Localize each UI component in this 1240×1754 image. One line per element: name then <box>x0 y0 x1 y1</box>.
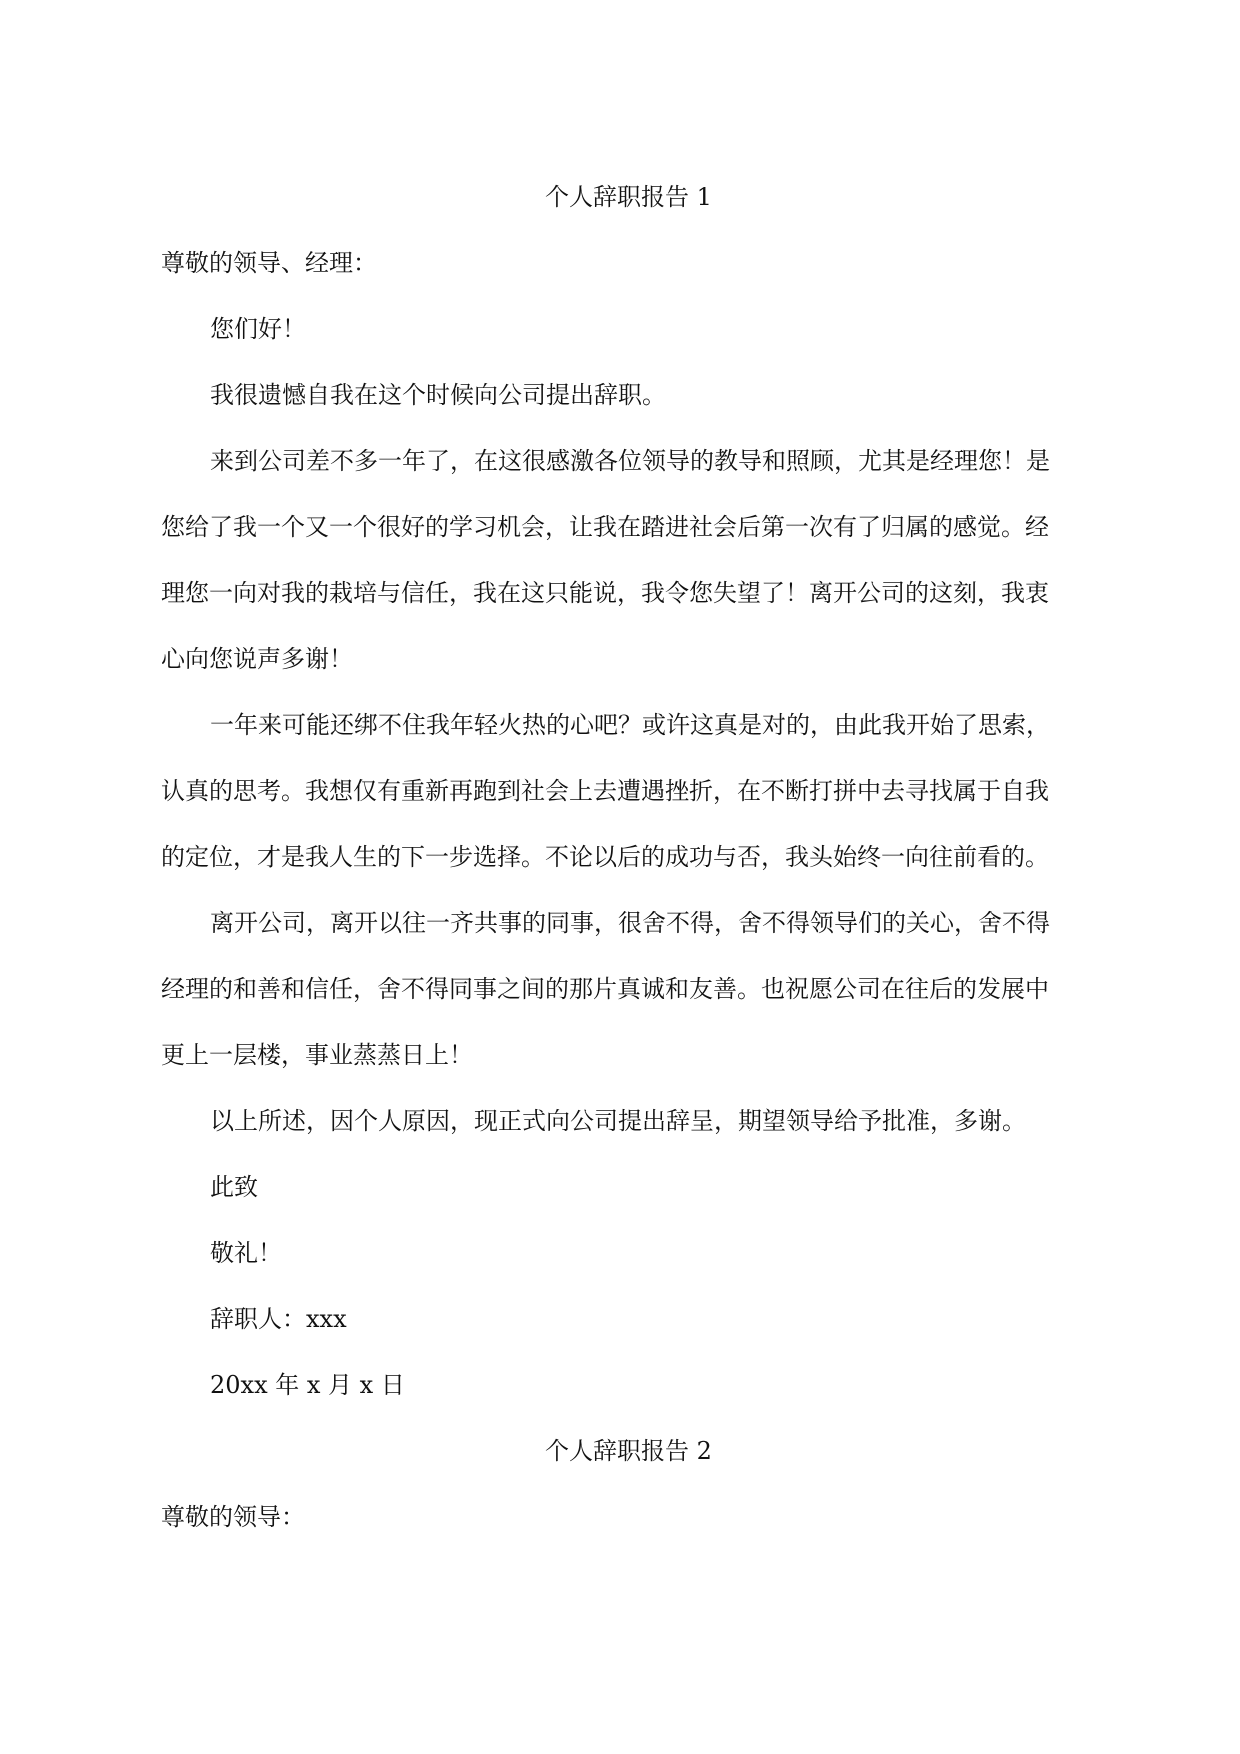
report-1-paragraph-4-line-3: 更上一层楼，事业蒸蒸日上！ <box>161 1041 473 1069</box>
report-2-title: 个人辞职报告 2 <box>545 1437 712 1465</box>
report-1-paragraph-3-line-3: 的定位，才是我人生的下一步选择。不论以后的成功与否，我头始终一向往前看的。 <box>161 843 1049 871</box>
report-2-salutation: 尊敬的领导： <box>161 1503 305 1531</box>
report-1-paragraph-4-line-2: 经理的和善和信任，舍不得同事之间的那片真诚和友善。也祝愿公司在往后的发展中 <box>161 975 1049 1003</box>
report-1-signature: 辞职人：xxx <box>210 1305 347 1333</box>
report-1-date: 20xx 年 x 月 x 日 <box>210 1371 405 1399</box>
report-1-paragraph-2-line-4: 心向您说声多谢！ <box>161 645 353 673</box>
report-1-paragraph-3-line-2: 认真的思考。我想仅有重新再跑到社会上去遭遇挫折，在不断打拼中去寻找属于自我 <box>161 777 1049 805</box>
report-1-greeting: 您们好！ <box>210 315 306 343</box>
report-1-salutation: 尊敬的领导、经理： <box>161 249 377 277</box>
report-1-paragraph-5: 以上所述，因个人原因，现正式向公司提出辞呈，期望领导给予批准，多谢。 <box>210 1107 1026 1135</box>
document-page <box>161 175 1096 1561</box>
report-1-paragraph-4-line-1: 离开公司，离开以往一齐共事的同事，很舍不得，舍不得领导们的关心，舍不得 <box>210 909 1050 937</box>
report-1-paragraph-2-line-1: 来到公司差不多一年了，在这很感激各位领导的教导和照顾，尤其是经理您！是 <box>210 447 1050 475</box>
report-1-paragraph-2-line-2: 您给了我一个又一个很好的学习机会，让我在踏进社会后第一次有了归属的感觉。经 <box>161 513 1049 541</box>
report-1-title: 个人辞职报告 1 <box>545 183 712 211</box>
report-1-paragraph-2-line-3: 理您一向对我的栽培与信任，我在这只能说，我令您失望了！离开公司的这刻，我衷 <box>161 579 1049 607</box>
report-1-closing-1: 此致 <box>210 1173 258 1201</box>
report-1-paragraph-3-line-1: 一年来可能还绑不住我年轻火热的心吧？或许这真是对的，由此我开始了思索， <box>210 711 1050 739</box>
report-1-paragraph-1: 我很遗憾自我在这个时候向公司提出辞职。 <box>210 381 666 409</box>
report-1-closing-2: 敬礼！ <box>210 1239 282 1267</box>
